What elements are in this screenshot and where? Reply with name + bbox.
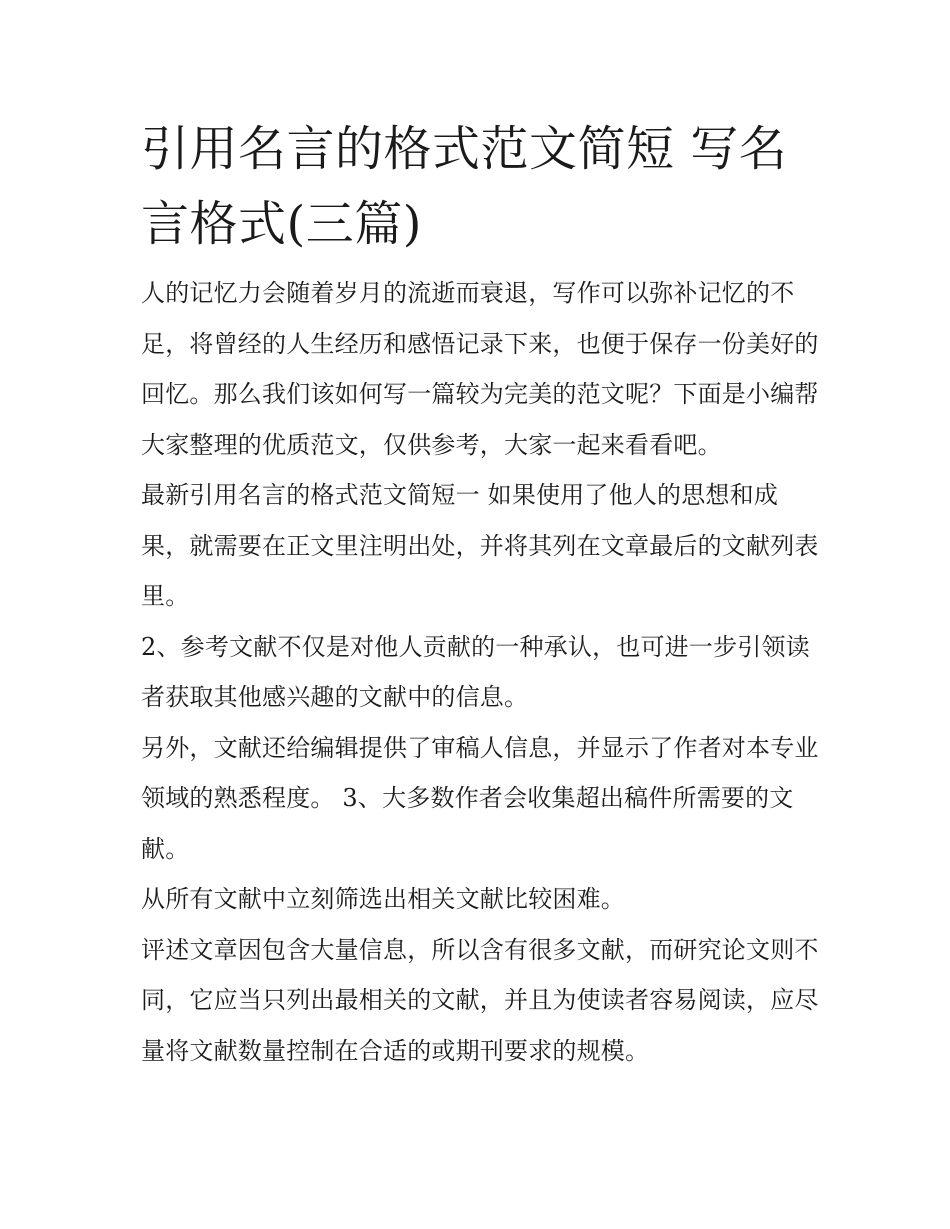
paragraph-filtering: 从所有文献中立刻筛选出相关文献比较困难。 (141, 885, 625, 913)
document-title: 引用名言的格式范文简短 写名言格式(三篇) (141, 121, 788, 252)
paragraph-point-3: 另外，文献还给编辑提供了审稿人信息，并显示了作者对本专业领域的熟悉程度。 3、大多数作者会收集超出稿件所需要的文献。 (141, 733, 819, 863)
document-body (141, 112, 821, 1076)
paragraph-review-articles: 评述文章因包含大量信息，所以含有很多文献，而研究论文则不同，它应当只列出最相关的文献，并且为使读者容易阅读，应尽量将文献数量控制在合适的或期刊要求的规模。 (141, 935, 819, 1065)
paragraph-first-sample: 最新引用名言的格式范文简短一 如果使用了他人的思想和成果，就需要在正文里注明出处，并将其列在文章最后的文献列表里。 (141, 481, 819, 610)
paragraph-point-2: 2、参考文献不仅是对他人贡献的一种承认，也可进一步引领读者获取其他感兴趣的文献中的信息。 (141, 632, 810, 711)
paragraph-intro: 人的记忆力会随着岁月的流逝而衰退，写作可以弥补记忆的不足，将曾经的人生经历和感悟记录下来，也便于保存一份美好的回忆。那么我们该如何写一篇较为完美的范文呢？下面是小编帮大家整理的优质范文，仅供参考，大家一起来看看吧。 (141, 279, 819, 459)
